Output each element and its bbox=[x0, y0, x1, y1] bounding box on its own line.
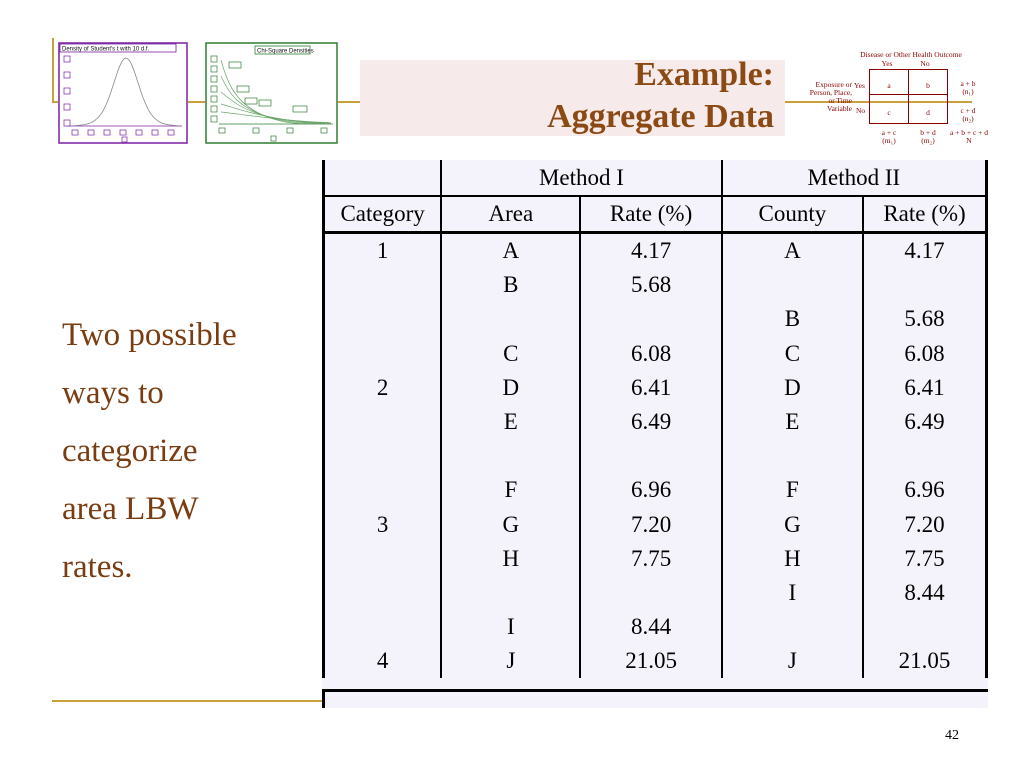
cell-county: J bbox=[722, 644, 863, 678]
cell-area: C bbox=[441, 337, 580, 371]
cell-rate-1: 21.05 bbox=[580, 644, 721, 678]
col-header-rate-1: Rate (%) bbox=[580, 196, 721, 233]
ct-row-label bbox=[806, 81, 852, 113]
cell-rate-2: 5.68 bbox=[863, 302, 986, 336]
cell-area: D bbox=[441, 371, 580, 405]
cell-category bbox=[324, 473, 442, 507]
table-row bbox=[324, 473, 987, 507]
table-left-rule-tail bbox=[322, 689, 325, 708]
ct-cell-a: a bbox=[869, 69, 909, 95]
cell-category: 3 bbox=[324, 508, 442, 542]
cell-area: B bbox=[441, 268, 580, 302]
cell-rate-2: 6.49 bbox=[863, 405, 986, 439]
chi-square-thumbnail bbox=[205, 42, 338, 144]
cell-category: 2 bbox=[324, 371, 442, 405]
ct-row-label-3: or Time bbox=[828, 96, 852, 105]
cell-rate-1: 7.75 bbox=[580, 542, 721, 576]
table-row bbox=[324, 610, 987, 644]
table-row bbox=[324, 268, 987, 302]
ct-cell-c: c bbox=[869, 94, 909, 124]
cell-rate-2: 8.44 bbox=[863, 576, 986, 610]
cell-county: I bbox=[722, 576, 863, 610]
table-row bbox=[324, 337, 987, 371]
table-row bbox=[324, 576, 987, 610]
cell-rate-2 bbox=[863, 610, 986, 644]
side-line-3: categorize bbox=[62, 433, 198, 469]
cell-rate-1: 6.41 bbox=[580, 371, 721, 405]
cell-rate-1: 6.96 bbox=[580, 473, 721, 507]
chi-square-label: Chi-Square Densities bbox=[257, 48, 314, 55]
ct-col-yes: Yes bbox=[881, 59, 893, 68]
ct-cell-b: b bbox=[908, 69, 948, 95]
table-corner bbox=[324, 160, 442, 196]
cell-rate-2 bbox=[863, 268, 986, 302]
cell-rate-2: 7.20 bbox=[863, 508, 986, 542]
cell-rate-2: 4.17 bbox=[863, 233, 986, 269]
cell-rate-2: 6.08 bbox=[863, 337, 986, 371]
cell-rate-1: 6.49 bbox=[580, 405, 721, 439]
cell-county bbox=[722, 610, 863, 644]
cell-rate-1 bbox=[580, 302, 721, 336]
cell-category: 1 bbox=[324, 233, 442, 269]
ct-col-no: No bbox=[920, 59, 930, 68]
table-row bbox=[324, 233, 987, 269]
group-header-method-2: Method II bbox=[722, 160, 987, 196]
cell-county bbox=[722, 268, 863, 302]
top-gold-rule-vertical bbox=[52, 38, 54, 102]
table-body bbox=[324, 233, 987, 679]
ct-row-label-1: Exposure or bbox=[815, 80, 852, 89]
side-description bbox=[62, 306, 302, 596]
page-number: 42 bbox=[945, 728, 959, 743]
col-header-category: Category bbox=[324, 196, 442, 233]
cell-rate-2: 6.96 bbox=[863, 473, 986, 507]
ct-cell-d: d bbox=[908, 94, 948, 124]
cell-county: G bbox=[722, 508, 863, 542]
side-line-5: rates. bbox=[62, 549, 133, 585]
cell-rate-2: 21.05 bbox=[863, 644, 986, 678]
title-line-2: Aggregate Data bbox=[547, 98, 774, 135]
cell-category bbox=[324, 302, 442, 336]
table-row bbox=[324, 405, 987, 439]
ct-row-yes: Yes bbox=[854, 81, 865, 90]
rates-table bbox=[322, 160, 988, 678]
col-header-area: Area bbox=[441, 196, 580, 233]
cell-category bbox=[324, 337, 442, 371]
table-row bbox=[324, 542, 987, 576]
cell-category bbox=[324, 268, 442, 302]
cell-county: E bbox=[722, 405, 863, 439]
title-line-1: Example: bbox=[634, 56, 774, 93]
contingency-table-diagram bbox=[806, 50, 991, 150]
cell-rate-1: 4.17 bbox=[580, 233, 721, 269]
side-line-1: Two possible bbox=[62, 317, 237, 353]
cell-rate-1: 6.08 bbox=[580, 337, 721, 371]
cell-county: C bbox=[722, 337, 863, 371]
cell-area: A bbox=[441, 233, 580, 269]
group-header-method-1: Method I bbox=[441, 160, 721, 196]
table-row bbox=[324, 371, 987, 405]
table-row bbox=[324, 508, 987, 542]
cell-category bbox=[324, 542, 442, 576]
cell-rate-1 bbox=[580, 439, 721, 473]
cell-rate-1 bbox=[580, 576, 721, 610]
cell-category bbox=[324, 610, 442, 644]
cell-county: D bbox=[722, 371, 863, 405]
ct-row-no: No bbox=[856, 106, 866, 115]
cell-area: H bbox=[441, 542, 580, 576]
t-density-thumbnail bbox=[58, 42, 188, 144]
cell-area: G bbox=[441, 508, 580, 542]
t-density-label: Density of Student's t with 10 d.f. bbox=[62, 46, 150, 53]
cell-rate-2: 7.75 bbox=[863, 542, 986, 576]
side-line-4: area LBW bbox=[62, 491, 199, 527]
cell-area: J bbox=[441, 644, 580, 678]
cell-rate-2 bbox=[863, 439, 986, 473]
col-header-rate-2: Rate (%) bbox=[863, 196, 986, 233]
cell-area bbox=[441, 576, 580, 610]
cell-area: I bbox=[441, 610, 580, 644]
ct-row-label-4: Variable bbox=[827, 104, 852, 113]
ct-heading: Disease or Other Health Outcome bbox=[860, 50, 962, 59]
ct-margin-total: a + b + c + d N bbox=[949, 128, 989, 145]
table-bottom-rule bbox=[322, 689, 988, 692]
cell-category bbox=[324, 405, 442, 439]
cell-category bbox=[324, 439, 442, 473]
slide-title bbox=[380, 54, 774, 138]
cell-county bbox=[722, 439, 863, 473]
cell-county: H bbox=[722, 542, 863, 576]
cell-rate-1: 5.68 bbox=[580, 268, 721, 302]
table-row bbox=[324, 644, 987, 678]
cell-rate-1: 8.44 bbox=[580, 610, 721, 644]
side-line-2: ways to bbox=[62, 375, 164, 411]
table-row bbox=[324, 302, 987, 336]
cell-county: A bbox=[722, 233, 863, 269]
cell-area: F bbox=[441, 473, 580, 507]
cell-category: 4 bbox=[324, 644, 442, 678]
ct-margin-m2: b + d (m₂) bbox=[920, 128, 936, 145]
ct-margin-n2: c + d (n₂) bbox=[960, 106, 976, 123]
table-row bbox=[324, 439, 987, 473]
rates-table-panel bbox=[322, 160, 988, 708]
cell-county: F bbox=[722, 473, 863, 507]
ct-margin-n1: a + b (n₁) bbox=[960, 79, 976, 96]
col-header-county: County bbox=[722, 196, 863, 233]
cell-rate-2: 6.41 bbox=[863, 371, 986, 405]
cell-area bbox=[441, 302, 580, 336]
ct-row-label-2: Person, Place, bbox=[809, 88, 852, 97]
cell-category bbox=[324, 576, 442, 610]
cell-area bbox=[441, 439, 580, 473]
cell-county: B bbox=[722, 302, 863, 336]
cell-area: E bbox=[441, 405, 580, 439]
cell-rate-1: 7.20 bbox=[580, 508, 721, 542]
ct-margin-m1: a + c (m₁) bbox=[881, 128, 897, 145]
